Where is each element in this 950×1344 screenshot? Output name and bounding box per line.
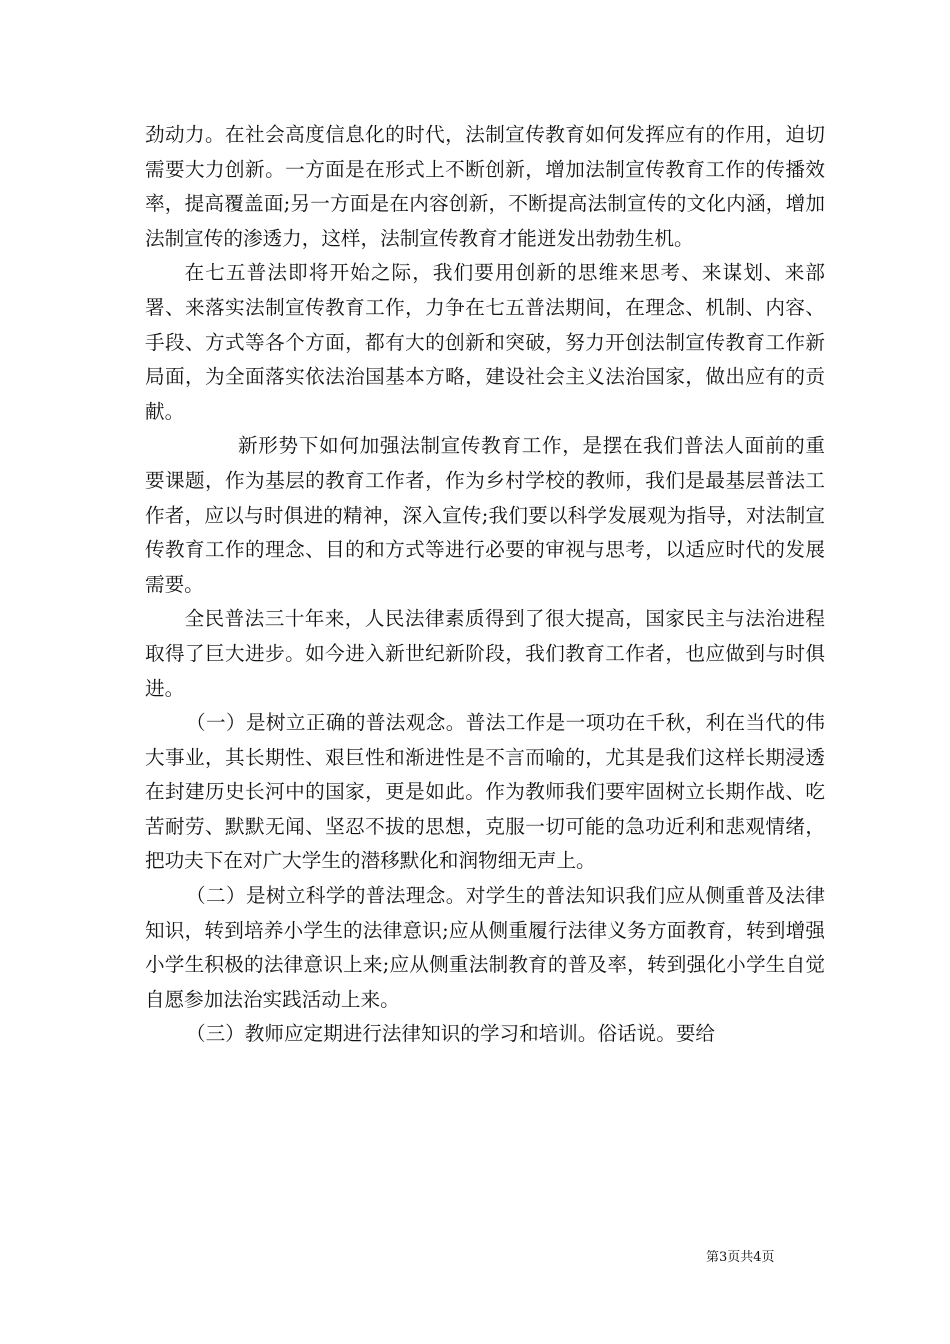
paragraph-3: 新形势下如何加强法制宣传教育工作，是摆在我们普法人面前的重要课题，作为基层的教育工作者，作为乡村学校的教师，我们是最基层普法工作者，应以与时俱进的精神，深入宣传;我们要以科学发展观为指导，对法制宣传教育工作的理念、目的和方式等进行必要的审视与思考，以适应时代的发展需要。 [145,434,825,596]
paragraph-6: （二）是树立科学的普法理念。对学生的普法知识我们应从侧重普及法律知识，转到培养小学生的法律意识;应从侧重履行法律义务方面教育，转到增强小学生积极的法律意识上来;应从侧重法制教育的普及率，转到强化小学生自觉自愿参加法治实践活动上来。 [145,884,825,1011]
paragraph-7: （三）教师应定期进行法律知识的学习和培训。俗话说。要给 [186,1022,716,1046]
page-number: 第3页共4页 [706,1250,775,1265]
paragraph-2: 在七五普法即将开始之际，我们要用创新的思维来思考、来谋划、来部署、来落实法制宣传教育工作，力争在七五普法期间，在理念、机制、内容、手段、方式等各个方面，都有大的创新和突破，努力开创法制宣传教育工作新局面，为全面落实依法治国基本方略，建设社会主义法治国家，做出应有的贡献。 [145,261,825,423]
document-body [145,118,825,1052]
paragraph-5: （一）是树立正确的普法观念。普法工作是一项功在千秋，利在当代的伟大事业，其长期性、艰巨性和渐进性是不言而喻的，尤其是我们这样长期浸透在封建历史长河中的国家，更是如此。作为教师我们要牢固树立长期作战、吃苦耐劳、默默无闻、坚忍不拔的思想，克服一切可能的急功近利和悲观情绪，把功夫下在对广大学生的潜移默化和润物细无声上。 [145,711,825,873]
paragraph-1: 劲动力。在社会高度信息化的时代，法制宣传教育如何发挥应有的作用，迫切需要大力创新。一方面是在形式上不断创新，增加法制宣传教育工作的传播效率，提高覆盖面;另一方面是在内容创新，不断提高法制宣传的文化内涵，增加法制宣传的渗透力，这样，法制宣传教育才能迸发出勃勃生机。 [145,123,825,250]
paragraph-4: 全民普法三十年来，人民法律素质得到了很大提高，国家民主与法治进程取得了巨大进步。如今进入新世纪新阶段，我们教育工作者，也应做到与时俱进。 [145,607,825,700]
